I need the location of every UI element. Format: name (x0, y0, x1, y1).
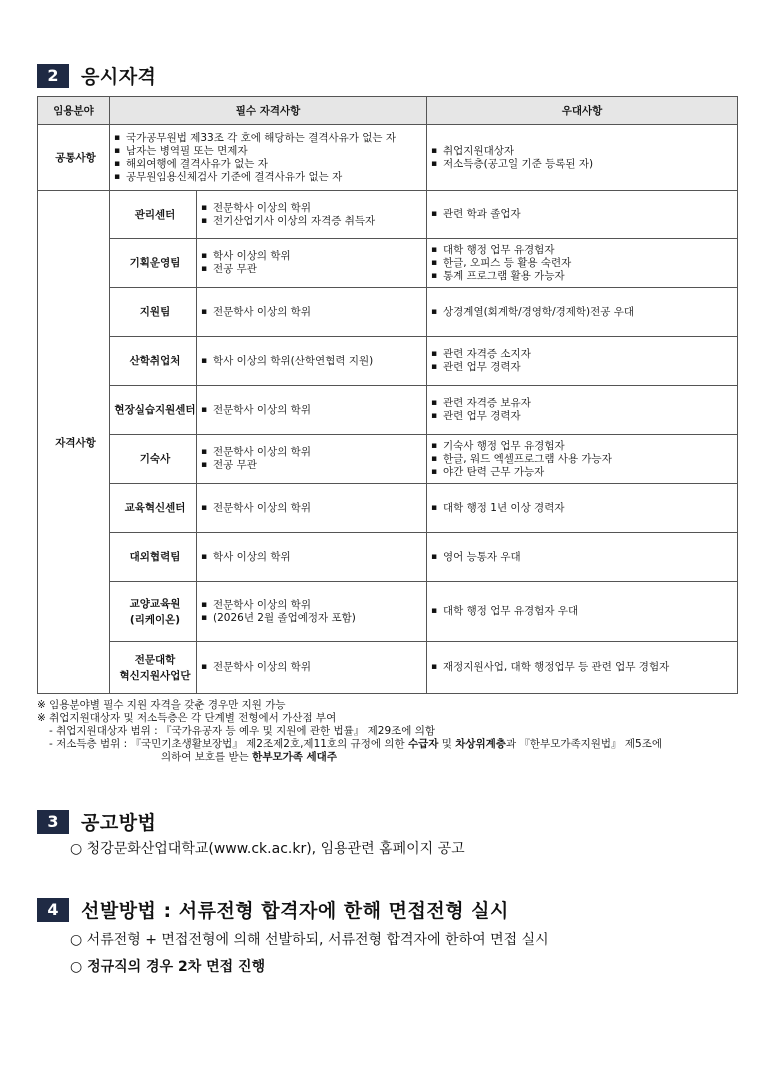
list-item: ▪ 전문학사 이상의 학위 (201, 661, 426, 674)
section-title: 공고방법 (81, 812, 157, 834)
list-item: ▪ 학사 이상의 학위 (201, 551, 426, 564)
qualification-table (37, 96, 738, 694)
required-cell (197, 582, 427, 642)
preferred-cell (427, 484, 738, 533)
required-cell (197, 288, 427, 337)
list-item: ▪ 전기산업기사 이상의 자격증 취득자 (201, 215, 426, 228)
note-line: ※ 취업지원대상자 및 저소득층은 각 단계별 전형에서 가산점 부여 (37, 712, 337, 724)
list-item: ▪ 전문학사 이상의 학위 (201, 446, 426, 459)
list-item: ▪ 통계 프로그램 활용 가능자 (431, 270, 737, 283)
list-item: ▪ 관련 자격증 보유자 (431, 397, 737, 410)
list-item: ▪ 기숙사 행정 업무 유경험자 (431, 440, 737, 453)
required-cell (197, 191, 427, 239)
required-cell (197, 484, 427, 533)
table-row (38, 386, 738, 435)
preferred-cell (427, 288, 738, 337)
list-item: ▪ 대학 행정 1년 이상 경력자 (431, 502, 737, 515)
preferred-cell (427, 642, 738, 694)
header-required: 필수 자격사항 (110, 97, 427, 125)
list-item: ▪ (2026년 2월 졸업예정자 포함) (201, 612, 426, 625)
table-row (38, 582, 738, 642)
section-number-badge: 3 (37, 810, 69, 834)
list-item: ▪ 영어 능통자 우대 (431, 551, 737, 564)
list-item: ▪ 한글, 오피스 등 활용 숙련자 (431, 257, 737, 270)
list-item: ▪ 전문학사 이상의 학위 (201, 202, 426, 215)
required-cell (197, 435, 427, 484)
selection-method-text: ○ 서류전형 + 면접전형에 의해 선발하되, 서류전형 합격자에 한하여 면접 실시 (70, 932, 549, 948)
section-2-heading (37, 62, 156, 89)
dept-cell: 대외협력팀 (110, 533, 197, 582)
required-cell (197, 533, 427, 582)
list-item: ▪ 전문학사 이상의 학위 (201, 306, 426, 319)
list-item: ▪ 전문학사 이상의 학위 (201, 599, 426, 612)
required-cell (197, 239, 427, 288)
dept-cell: 기숙사 (110, 435, 197, 484)
table-row-common (38, 125, 738, 191)
table-notes (37, 699, 747, 764)
list-item: ▪ 야간 탄력 근무 가능자 (431, 466, 737, 479)
list-item: ▪ 전공 무관 (201, 263, 426, 276)
table-row (38, 337, 738, 386)
table-row (38, 484, 738, 533)
preferred-cell (427, 582, 738, 642)
section-number-badge: 4 (37, 898, 69, 922)
list-item: ▪ 대학 행정 업무 유경험자 우대 (431, 605, 737, 618)
required-cell (197, 337, 427, 386)
section-number-badge: 2 (37, 64, 69, 88)
dept-cell: 교양교육원 (리케이온) (110, 582, 197, 642)
dept-cell: 지원팀 (110, 288, 197, 337)
list-item: ▪ 저소득층(공고일 기준 등록된 자) (431, 158, 737, 171)
table-row (38, 533, 738, 582)
list-item: ▪ 전공 무관 (201, 459, 426, 472)
list-item: ▪ 학사 이상의 학위 (201, 250, 426, 263)
announcement-method-text: ○ 청강문화산업대학교(www.ck.ac.kr), 임용관련 홈페이지 공고 (70, 841, 465, 857)
list-item: ▪ 한글, 워드 엑셀프로그램 사용 가능자 (431, 453, 737, 466)
table-row (38, 191, 738, 239)
preferred-cell (427, 386, 738, 435)
dept-cell: 교육혁신센터 (110, 484, 197, 533)
list-item: ▪ 재정지원사업, 대학 행정업무 등 관련 업무 경험자 (431, 661, 737, 674)
preferred-cell (427, 239, 738, 288)
common-preferred-cell (427, 125, 738, 191)
dept-cell: 산학취업처 (110, 337, 197, 386)
required-cell (197, 386, 427, 435)
note-line: 의하여 보호를 받는 한부모가족 세대주 (161, 751, 337, 763)
dept-cell: 전문대학 혁신지원사업단 (110, 642, 197, 694)
list-item: ▪ 상경계열(회계학/경영학/경제학)전공 우대 (431, 306, 737, 319)
preferred-cell (427, 191, 738, 239)
list-item: ▪ 남자는 병역필 또는 면제자 (114, 145, 426, 158)
section-title: 선발방법 : 서류전형 합격자에 한해 면접전형 실시 (81, 900, 509, 922)
dept-cell: 관리센터 (110, 191, 197, 239)
list-item: ▪ 학사 이상의 학위(산학연협력 지원) (201, 355, 426, 368)
note-line: ※ 임용분야별 필수 지원 자격을 갖춘 경우만 지원 가능 (37, 699, 286, 711)
header-field: 임용분야 (38, 97, 110, 125)
table-row (38, 642, 738, 694)
list-item: ▪ 전문학사 이상의 학위 (201, 404, 426, 417)
section-3-heading (37, 808, 156, 835)
note-line: - 저소득층 범위 : 『국민기초생활보장법』 제2조제2호,제11호의 규정에 의한 수급자 및 차상위계층과 『한부모가족지원법』 제5조에 (49, 738, 663, 750)
common-label: 공통사항 (38, 125, 110, 191)
list-item: ▪ 공무원임용신체검사 기준에 결격사유가 없는 자 (114, 171, 426, 184)
list-item: ▪ 국가공무원법 제33조 각 호에 해당하는 결격사유가 없는 자 (114, 132, 426, 145)
required-cell (197, 642, 427, 694)
list-item: ▪ 관련 업무 경력자 (431, 361, 737, 374)
list-item: ▪ 관련 학과 졸업자 (431, 208, 737, 221)
common-required-cell (110, 125, 427, 191)
list-item: ▪ 전문학사 이상의 학위 (201, 502, 426, 515)
list-item: ▪ 대학 행정 업무 유경험자 (431, 244, 737, 257)
preferred-cell (427, 435, 738, 484)
table-header-row (38, 97, 738, 125)
table-row (38, 288, 738, 337)
note-line: - 취업지원대상자 범위 : 『국가유공자 등 예우 및 지원에 관한 법률』 제29조에 의함 (49, 725, 436, 737)
table-row (38, 435, 738, 484)
qualification-label: 자격사항 (38, 191, 110, 694)
preferred-cell (427, 533, 738, 582)
dept-cell: 현장실습지원센터 (110, 386, 197, 435)
preferred-cell (427, 337, 738, 386)
section-title: 응시자격 (81, 66, 157, 88)
header-preferred: 우대사항 (427, 97, 738, 125)
list-item: ▪ 관련 자격증 소지자 (431, 348, 737, 361)
list-item: ▪ 관련 업무 경력자 (431, 410, 737, 423)
section-4-heading (37, 896, 509, 923)
table-row (38, 239, 738, 288)
list-item: ▪ 해외여행에 결격사유가 없는 자 (114, 158, 426, 171)
interview-note-text: ○ 정규직의 경우 2차 면접 진행 (70, 959, 266, 975)
list-item: ▪ 취업지원대상자 (431, 145, 737, 158)
dept-cell: 기획운영팀 (110, 239, 197, 288)
